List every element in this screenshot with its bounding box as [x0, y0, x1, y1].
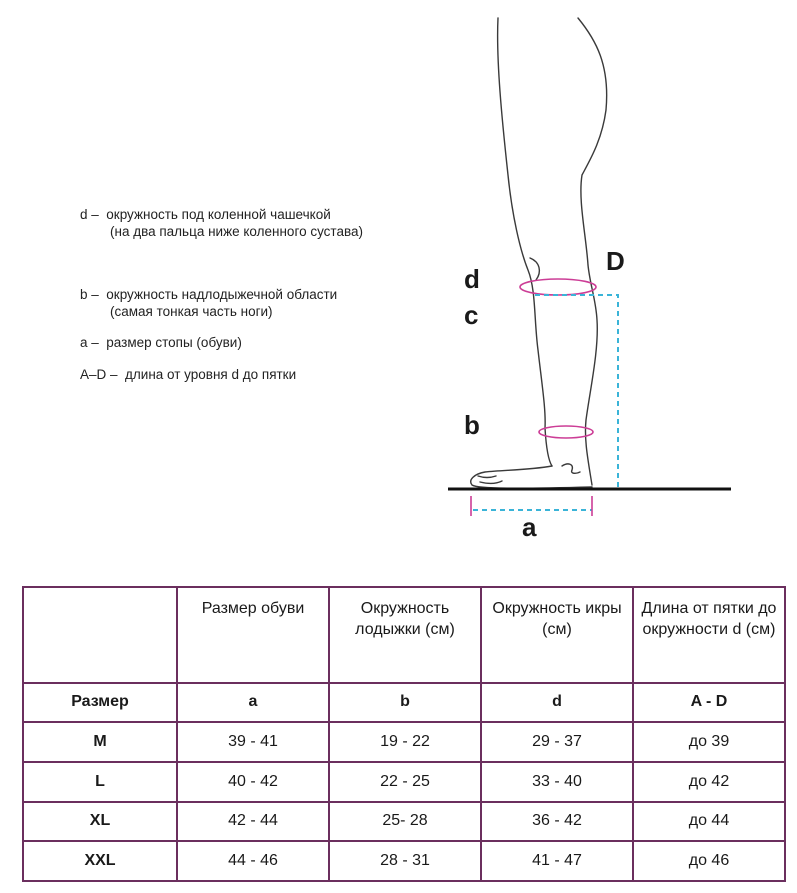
code-cell: b — [329, 683, 481, 723]
table-row — [23, 841, 785, 881]
table-row — [23, 722, 785, 762]
table-cell: 22 - 25 — [329, 762, 481, 802]
table-code-row — [23, 683, 785, 723]
header-cell: Длина от пятки до окружности d (см) — [633, 587, 785, 683]
legend-key: A–D — [80, 367, 107, 382]
legend-key: d — [80, 207, 88, 222]
table-cell: до 46 — [633, 841, 785, 881]
table-cell: 44 - 46 — [177, 841, 329, 881]
table-cell: 28 - 31 — [329, 841, 481, 881]
code-cell: d — [481, 683, 633, 723]
legend-key: b — [80, 287, 88, 302]
table-cell: 19 - 22 — [329, 722, 481, 762]
table-cell: до 44 — [633, 802, 785, 842]
legend-subtext: (на два пальца ниже коленного сустава) — [110, 224, 363, 239]
header-cell: Окружность икры (см) — [481, 587, 633, 683]
code-cell: a — [177, 683, 329, 723]
leg-outline — [471, 18, 607, 488]
size-cell: XL — [23, 802, 177, 842]
legend-text: окружность надлодыжечной области — [106, 287, 338, 302]
table-cell: 36 - 42 — [481, 802, 633, 842]
size-table — [22, 586, 786, 882]
code-cell: Размер — [23, 683, 177, 723]
table-cell: 33 - 40 — [481, 762, 633, 802]
label-a: a — [522, 512, 537, 542]
table-cell: 40 - 42 — [177, 762, 329, 802]
table-cell: 42 - 44 — [177, 802, 329, 842]
table-cell: 25- 28 — [329, 802, 481, 842]
header-cell: Окружность лодыжки (см) — [329, 587, 481, 683]
legend-item-ad: A–D – длина от уровня d до пятки — [80, 367, 297, 382]
legend-text: окружность под коленной чашечкой — [106, 207, 331, 222]
legend-key: a — [80, 335, 88, 350]
size-cell: M — [23, 722, 177, 762]
table-cell: 41 - 47 — [481, 841, 633, 881]
header-cell: Размер обуви — [177, 587, 329, 683]
table-cell: до 39 — [633, 722, 785, 762]
header-cell — [23, 587, 177, 683]
legend-subtext: (самая тонкая часть ноги) — [110, 304, 273, 319]
table-cell: до 42 — [633, 762, 785, 802]
legend-item-d: d – окружность под коленной чашечкой (на два пальца ниже коленного сустава) — [80, 207, 363, 239]
code-cell: A - D — [633, 683, 785, 723]
measure-lines — [473, 295, 618, 510]
label-c: c — [464, 300, 479, 330]
label-d: d — [464, 264, 480, 294]
table-cell: 29 - 37 — [481, 722, 633, 762]
table-row — [23, 802, 785, 842]
table-header-row — [23, 587, 785, 683]
table-cell: 39 - 41 — [177, 722, 329, 762]
legend-item-b: b – окружность надлодыжечной области (самая тонкая часть ноги) — [80, 287, 338, 319]
label-b: b — [464, 410, 480, 440]
table-row — [23, 762, 785, 802]
size-cell: XXL — [23, 841, 177, 881]
legend-text: размер стопы (обуви) — [106, 335, 242, 350]
legend-text: длина от уровня d до пятки — [125, 367, 297, 382]
ring-d — [520, 279, 596, 295]
label-D: D — [606, 246, 625, 276]
size-cell: L — [23, 762, 177, 802]
legend-item-a: a – размер стопы (обуви) — [80, 335, 242, 350]
